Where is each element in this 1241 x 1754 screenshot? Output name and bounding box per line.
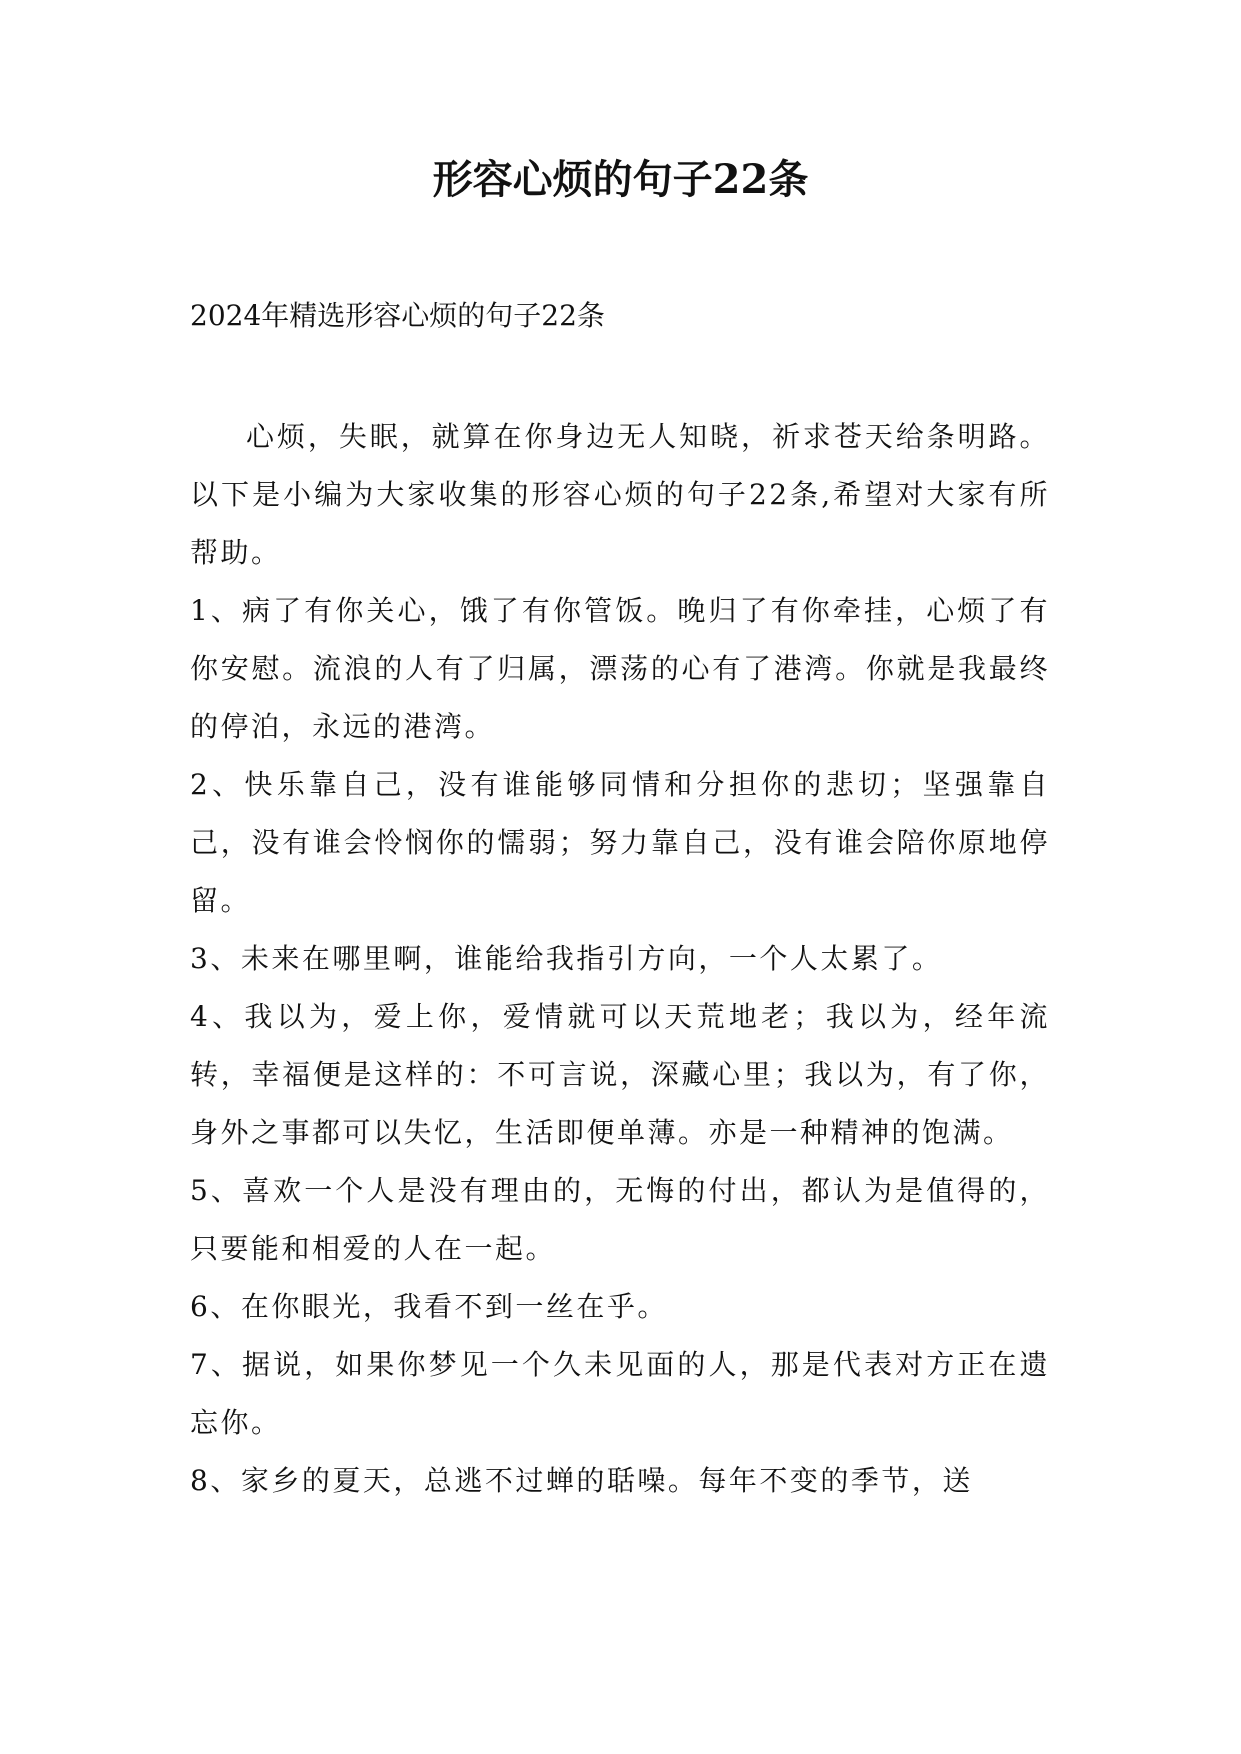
- intro-paragraph: 心烦，失眠，就算在你身边无人知晓，祈求苍天给条明路。以下是小编为大家收集的形容心烦的句子22条,希望对大家有所帮助。: [190, 420, 1050, 569]
- document-title: 形容心烦的句子22条: [432, 156, 809, 203]
- document-body: [190, 408, 1050, 1510]
- list-item: 7、据说，如果你梦见一个久未见面的人，那是代表对方正在遗忘你。: [190, 1348, 1050, 1439]
- list-item: 5、喜欢一个人是没有理由的，无悔的付出，都认为是值得的，只要能和相爱的人在一起。: [190, 1174, 1050, 1265]
- list-item: 8、家乡的夏天，总逃不过蝉的聒噪。每年不变的季节，送: [190, 1464, 973, 1497]
- list-item: 2、快乐靠自己，没有谁能够同情和分担你的悲切；坚强靠自己，没有谁会怜悯你的懦弱；努力靠自己，没有谁会陪你原地停留。: [190, 768, 1050, 917]
- list-item: 6、在你眼光，我看不到一丝在乎。: [190, 1290, 668, 1323]
- list-item: 3、未来在哪里啊，谁能给我指引方向，一个人太累了。: [190, 942, 943, 975]
- list-item: 4、我以为，爱上你，爱情就可以天荒地老；我以为，经年流转，幸福便是这样的：不可言说，深藏心里；我以为，有了你，身外之事都可以失忆，生活即便单薄。亦是一种精神的饱满。: [190, 1000, 1050, 1149]
- list-item: 1、病了有你关心，饿了有你管饭。晚归了有你牵挂，心烦了有你安慰。流浪的人有了归属，漂荡的心有了港湾。你就是我最终的停泊，永远的港湾。: [190, 594, 1050, 743]
- document-subtitle: 2024年精选形容心烦的句子22条: [190, 299, 605, 332]
